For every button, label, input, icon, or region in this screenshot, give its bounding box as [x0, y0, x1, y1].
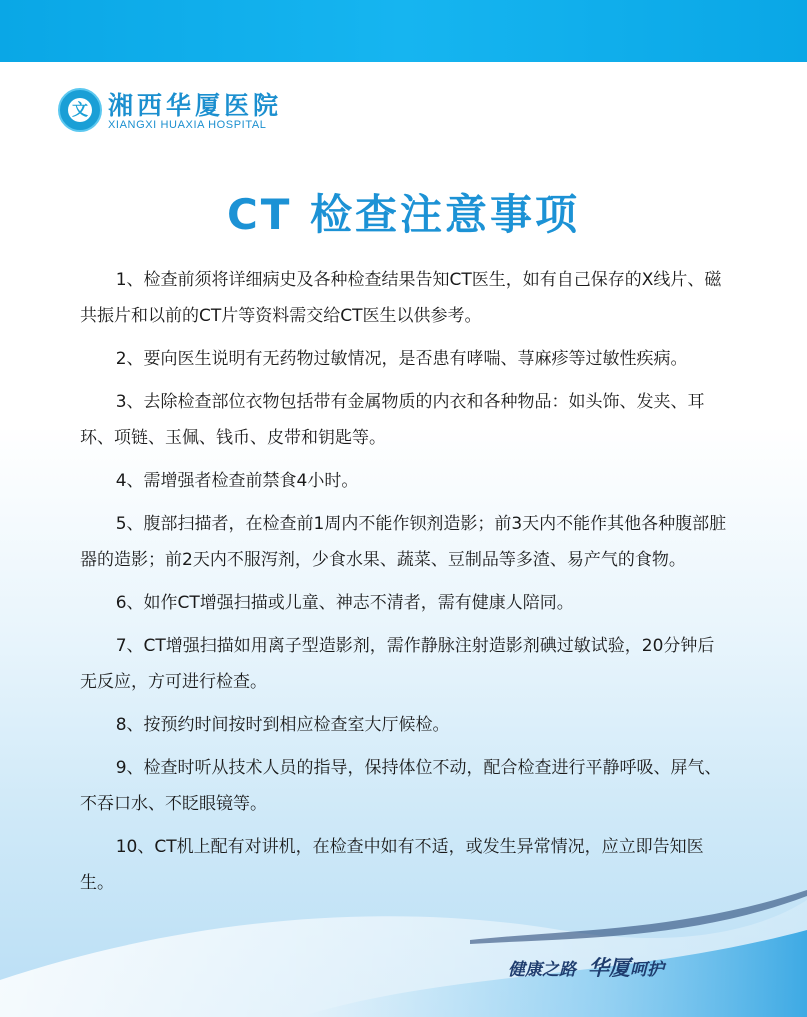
note-item: 3、去除检查部位衣物包括带有金属物质的内衣和各种物品：如头饰、发夹、耳环、项链、玉佩、钱币、皮带和钥匙等。 [80, 392, 705, 448]
note-item: 10、CT机上配有对讲机，在检查中如有不适，或发生异常情况，应立即告知医生。 [80, 837, 704, 893]
slogan-part2: 华厦 [588, 956, 630, 980]
slogan-part1: 健康之路 [508, 960, 576, 980]
note-item: 2、要向医生说明有无药物过敏情况，是否患有哮喘、荨麻疹等过敏性疾病。 [115, 349, 688, 369]
hospital-name-en: XIANGXI HUAXIA HOSPITAL [108, 119, 267, 131]
slogan [508, 952, 664, 982]
hospital-name-cn: 湘西华厦医院 [108, 91, 283, 120]
note-item: 9、检查时听从技术人员的指导，保持体位不动，配合检查进行平静呼吸、屏气、不吞口水、不眨眼镜等。 [80, 758, 722, 814]
note-item: 1、检查前须将详细病史及各种检查结果告知CT医生，如有自己保存的X线片、磁共振片和以前的CT片等资料需交给CT医生以供参考。 [80, 270, 722, 326]
note-item: 6、如作CT增强扫描或儿童、神志不清者，需有健康人陪同。 [115, 593, 574, 613]
hospital-logo [58, 86, 318, 136]
notes-list [80, 262, 730, 908]
header-bar [0, 0, 807, 62]
page-title: CT 检查注意事项 [226, 190, 581, 239]
note-item: 5、腹部扫描者，在检查前1周内不能作钡剂造影；前3天内不能作其他各种腹部脏器的造影；前2天内不服泻剂，少食水果、蔬菜、豆制品等多渣、易产气的食物。 [80, 514, 727, 570]
note-item: 4、需增强者检查前禁食4小时。 [115, 471, 359, 491]
decorative-wave [0, 860, 807, 1017]
note-item: 7、CT增强扫描如用离子型造影剂，需作静脉注射造影剂碘过敏试验，20分钟后无反应，方可进行检查。 [80, 636, 715, 692]
slogan-part3: 呵护 [630, 960, 664, 980]
hospital-emblem-icon: 文 [58, 88, 102, 132]
note-item: 8、按预约时间按时到相应检查室大厅候检。 [115, 715, 450, 735]
